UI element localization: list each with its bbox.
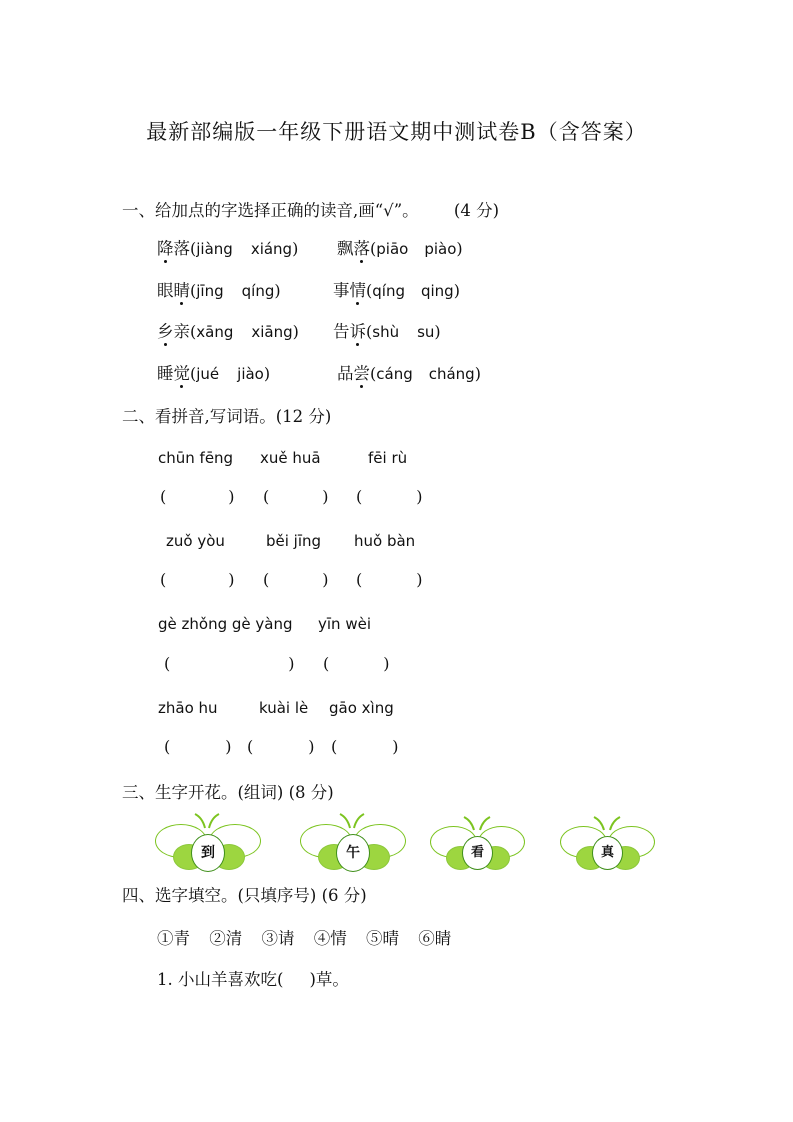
flower-char: 午 (336, 834, 370, 872)
word-flower-3 (430, 814, 524, 872)
pinyin-item-4: 事情(qíng qing) (333, 277, 460, 301)
option-item: ⑤晴 (366, 929, 399, 948)
pinyin-word: xuě huā (260, 449, 321, 467)
pinyin-item-1: 降落(jiàng xiáng) (157, 235, 298, 259)
option-list (157, 925, 451, 949)
answer-blank[interactable]: ( ) (247, 737, 315, 756)
answer-blank[interactable]: ( ) (160, 487, 235, 506)
section-3-heading: 三、生字开花。(组词) (8 分) (122, 783, 334, 802)
section-2-heading: 二、看拼音,写词语。(12 分) (122, 407, 332, 426)
option-item: ②清 (209, 929, 243, 948)
answer-blank[interactable]: ( ) (263, 570, 329, 589)
answer-blank[interactable]: ( ) (263, 487, 329, 506)
answer-blank[interactable]: ( ) (356, 487, 423, 506)
pinyin-word: fēi rù (368, 449, 408, 467)
answer-blank[interactable]: ( ) (323, 654, 390, 673)
pinyin-word: huǒ bàn (354, 532, 416, 550)
word-flower-1 (155, 810, 261, 872)
option-item: ③请 (261, 929, 295, 948)
pinyin-word: běi jīng (266, 532, 322, 550)
pinyin-item-7: 睡觉(jué jiào) (157, 360, 270, 384)
word-flower-2 (300, 810, 406, 872)
flower-char: 看 (462, 836, 493, 870)
fill-question-1: 1. 小山羊喜欢吃( )草。 (157, 970, 349, 989)
pinyin-item-5: 乡亲(xāng xiāng) (157, 318, 299, 342)
section-1-score: (4 分) (453, 201, 500, 220)
pinyin-word: chūn fēng (158, 449, 234, 467)
pinyin-item-6: 告诉(shù su) (333, 318, 441, 342)
flower-char: 真 (592, 836, 623, 870)
pinyin-word: zuǒ yòu (166, 532, 225, 550)
pinyin-item-2: 飘落(piāo piào) (337, 235, 463, 259)
answer-blank[interactable]: ( ) (164, 737, 232, 756)
word-flower-4 (560, 814, 654, 872)
pinyin-item-3: 眼睛(jīng qíng) (157, 277, 281, 301)
answer-blank[interactable]: ( ) (331, 737, 399, 756)
pinyin-word: zhāo hu (158, 699, 218, 717)
flower-char: 到 (191, 834, 225, 872)
pinyin-word: yīn wèi (318, 615, 371, 633)
section-1-heading: 一、给加点的字选择正确的读音,画“√”。 (4 分) (122, 201, 500, 220)
pinyin-word: kuài lè (259, 699, 309, 717)
answer-blank[interactable]: ( ) (164, 654, 295, 673)
section-4-heading: 四、选字填空。(只填序号) (6 分) (122, 886, 367, 905)
option-item: ④情 (313, 929, 347, 948)
pinyin-word: gāo xìng (329, 699, 394, 717)
answer-blank[interactable]: ( ) (356, 570, 423, 589)
answer-blank[interactable]: ( ) (160, 570, 235, 589)
pinyin-word: gè zhǒng gè yàng (158, 615, 293, 633)
option-item: ⑥睛 (418, 929, 452, 948)
page-title: 最新部编版一年级下册语文期中测试卷B（含答案） (146, 120, 647, 144)
pinyin-item-8: 品尝(cáng cháng) (337, 360, 481, 384)
option-item: ①青 (157, 929, 190, 948)
